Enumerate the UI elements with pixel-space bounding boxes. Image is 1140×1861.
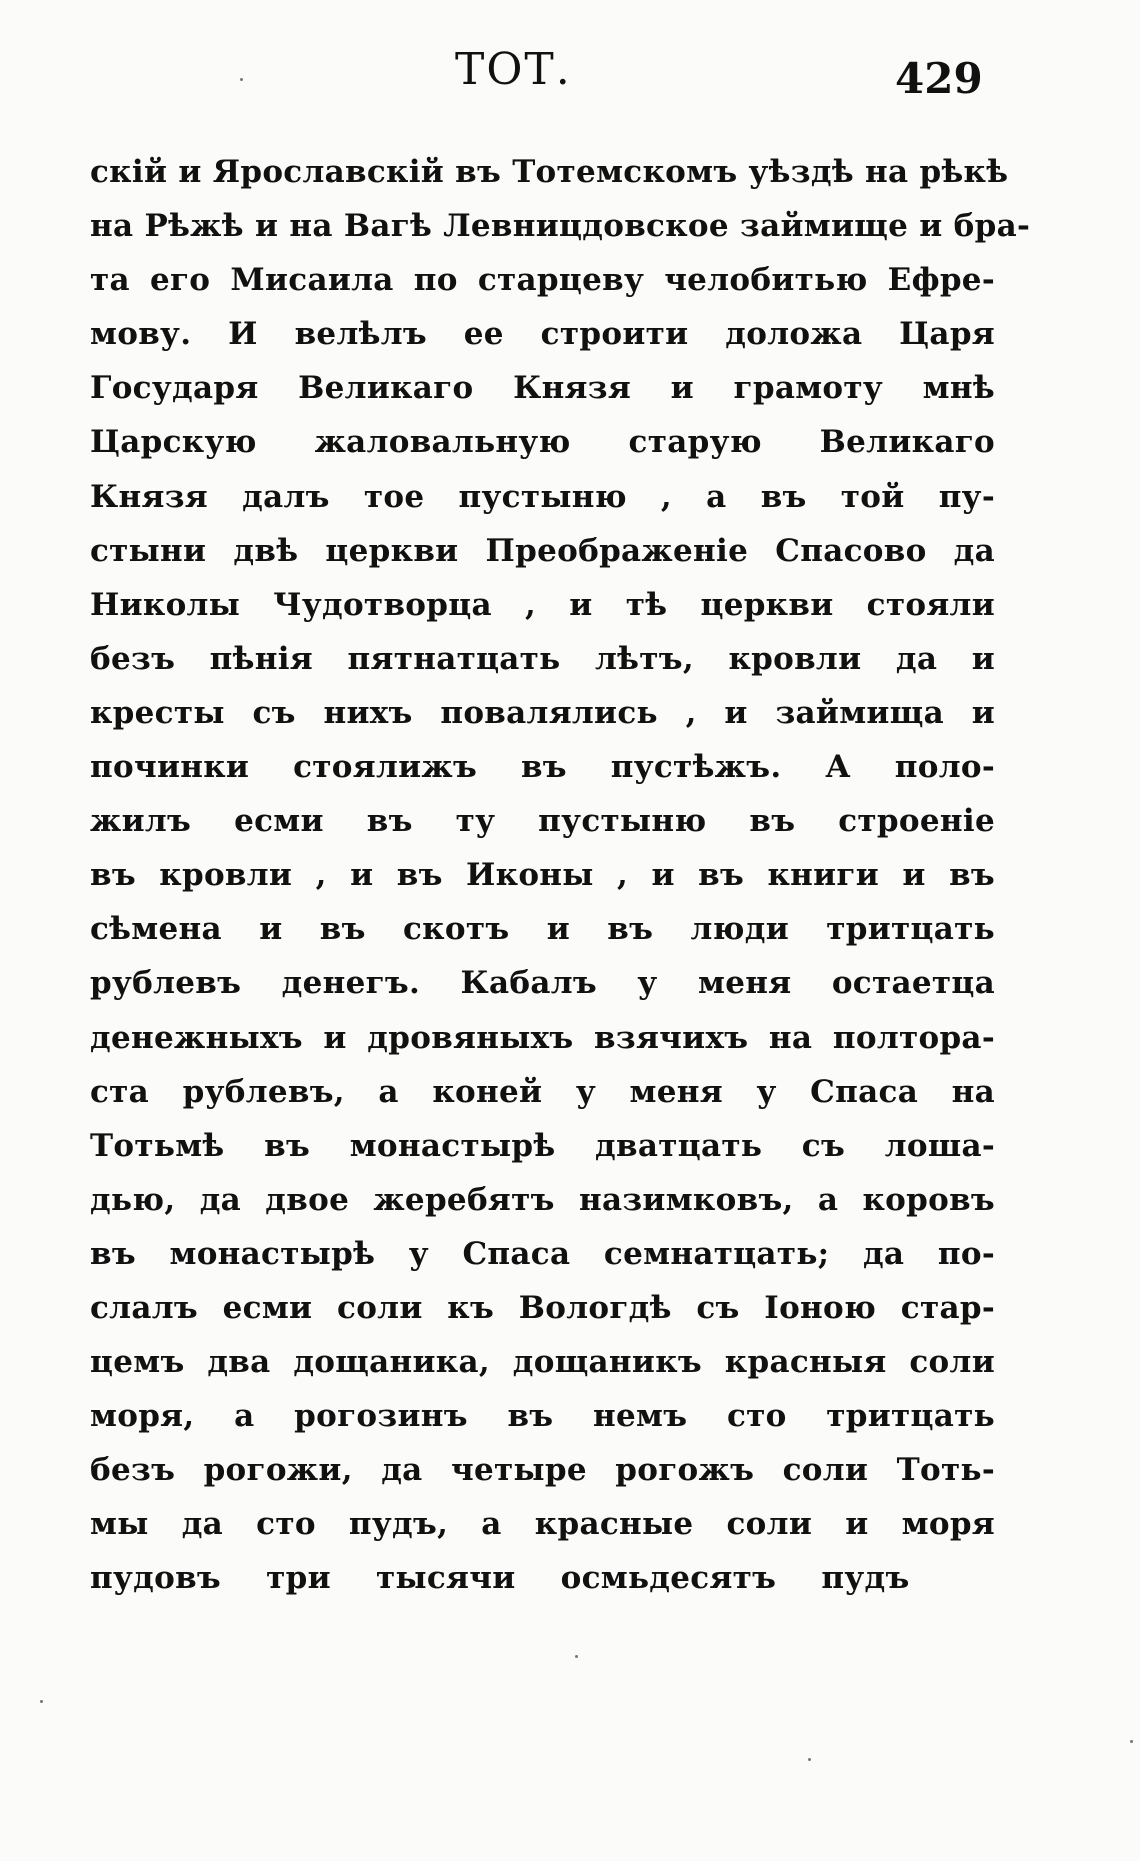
text-line: Государя Великаго Князя и грамоту мнѣ bbox=[90, 370, 995, 407]
text-line: Князя далъ тое пустыню , а въ той пу- bbox=[90, 478, 995, 515]
text-line: моря, а рогозинъ въ немъ сто тритцать bbox=[90, 1398, 995, 1435]
running-head-title: ТОТ. bbox=[455, 44, 572, 95]
text-line: слалъ есми соли къ Вологдѣ съ Іоною стар- bbox=[90, 1289, 995, 1326]
text-line: цемъ два дощаника, дощаникъ красныя соли bbox=[90, 1344, 995, 1381]
print-speck bbox=[575, 1655, 578, 1658]
text-line: починки стоялижъ въ пустѣжъ. А поло- bbox=[90, 749, 995, 786]
text-line: въ кровли , и въ Иконы , и въ книги и въ bbox=[90, 857, 995, 894]
text-line: кресты съ нихъ повалялись , и займища и bbox=[90, 694, 995, 731]
text-line: на Рѣжѣ и на Вагѣ Левницдовское займище и бра- bbox=[90, 208, 1031, 245]
running-head bbox=[0, 40, 1140, 110]
text-line: жилъ есми въ ту пустыню въ строеніе bbox=[90, 803, 995, 840]
text-line: денежныхъ и дровяныхъ взячихъ на полтора- bbox=[90, 1019, 995, 1056]
text-line: стыни двѣ церкви Преображеніе Спасово да bbox=[90, 532, 995, 569]
text-line: сѣмена и въ скотъ и въ люди тритцать bbox=[90, 911, 995, 948]
text-line: дью, да двое жеребятъ назимковъ, а коровъ bbox=[90, 1181, 995, 1218]
print-speck bbox=[240, 78, 243, 81]
text-line: мы да сто пудъ, а красные соли и моря bbox=[90, 1506, 995, 1543]
text-line: безъ рогожи, да четыре рогожъ соли Тоть- bbox=[90, 1452, 995, 1489]
print-speck bbox=[1130, 1740, 1133, 1743]
text-line: Тотьмѣ въ монастырѣ дватцать съ лоша- bbox=[90, 1127, 995, 1164]
page-number: 429 bbox=[895, 54, 983, 103]
print-speck bbox=[808, 1758, 811, 1761]
text-line: въ монастырѣ у Спаса семнатцать; да по- bbox=[90, 1235, 995, 1272]
text-line: скій и Ярославскій въ Тотемскомъ уѣздѣ на рѣкѣ bbox=[90, 154, 1009, 190]
text-line: пудовъ три тысячи осмьдесятъ пудъ bbox=[90, 1560, 910, 1597]
print-speck bbox=[40, 1700, 43, 1703]
text-line: ста рублевъ, а коней у меня у Спаса на bbox=[90, 1073, 995, 1110]
body-text bbox=[90, 145, 1031, 1606]
text-line: мову. И велѣлъ ее строити доложа Царя bbox=[90, 316, 995, 353]
text-line: Николы Чудотворца , и тѣ церкви стояли bbox=[90, 586, 995, 623]
text-line: рублевъ денегъ. Кабалъ у меня остаетца bbox=[90, 965, 995, 1002]
text-line: та его Мисаила по старцеву челобитью Ефре- bbox=[90, 262, 995, 299]
text-line: Царскую жаловальную старую Великаго bbox=[90, 424, 995, 461]
text-line: безъ пѣнія пятнатцать лѣтъ, кровли да и bbox=[90, 640, 995, 677]
